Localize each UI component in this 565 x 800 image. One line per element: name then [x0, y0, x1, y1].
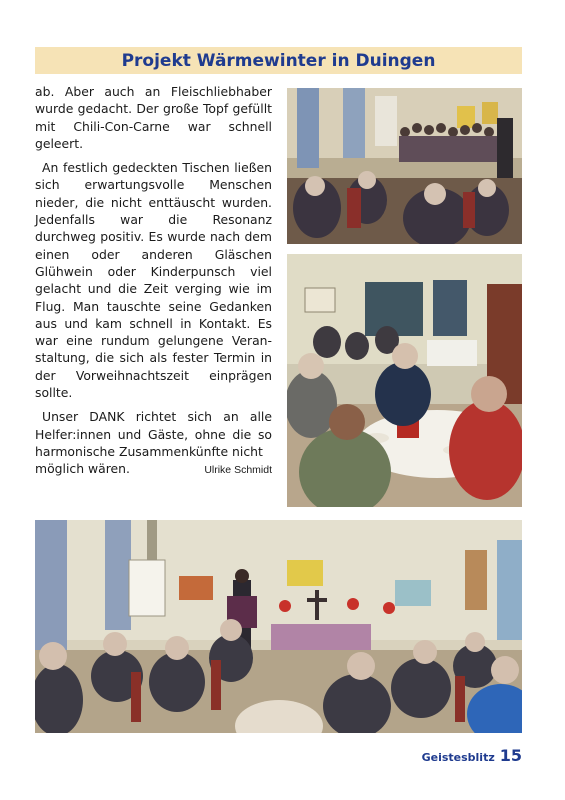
article-paragraph-3-text: Unser DANK richtet sich an alle Helfer:innen und Gäste, ohne die so harmonische Zusammenkünfte nicht [35, 409, 272, 459]
author-signature: Ulrike Schmidt [204, 464, 272, 477]
article-paragraph-2: An festlich gedeckten Tischen ließen sich erwartungsvolle Menschen nieder, die nicht enttäuscht wurden. Jedenfalls war die Resonanz durchweg positiv. Es wurde nach dem einen oder anderen Gläschen Glühwein oder Kinderpunsch viel gelacht und die Zeit verging wie im Flug. Man tauschte seine Gedanken aus und kam schnell in Kontakt. Es war eine rundum gelungene Veranstaltung, die sich als fester Termin in der Vorweihnachtszeit einprägen sollte. [35, 160, 272, 401]
magazine-name: Geistesblitz [421, 751, 495, 764]
header-band [35, 47, 522, 74]
article-text [35, 83, 272, 480]
article-paragraph-3-end: möglich wären. [35, 461, 130, 477]
page-number: 15 [499, 746, 522, 765]
signature-line [35, 460, 272, 479]
page-title: Projekt Wärmewinter in Duingen [121, 50, 436, 71]
article-paragraph-3 [35, 408, 272, 460]
photo-choir-performance [287, 88, 522, 244]
page-footer [422, 746, 522, 765]
photo-festive-tables [287, 254, 522, 507]
article-paragraph-1: ab. Aber auch an Fleischliebhaber wurde gedacht. Der große Topf gefüllt mit Chili-Con-Carne war schnell geleert. [35, 84, 272, 151]
photo-event-audience [35, 520, 522, 733]
